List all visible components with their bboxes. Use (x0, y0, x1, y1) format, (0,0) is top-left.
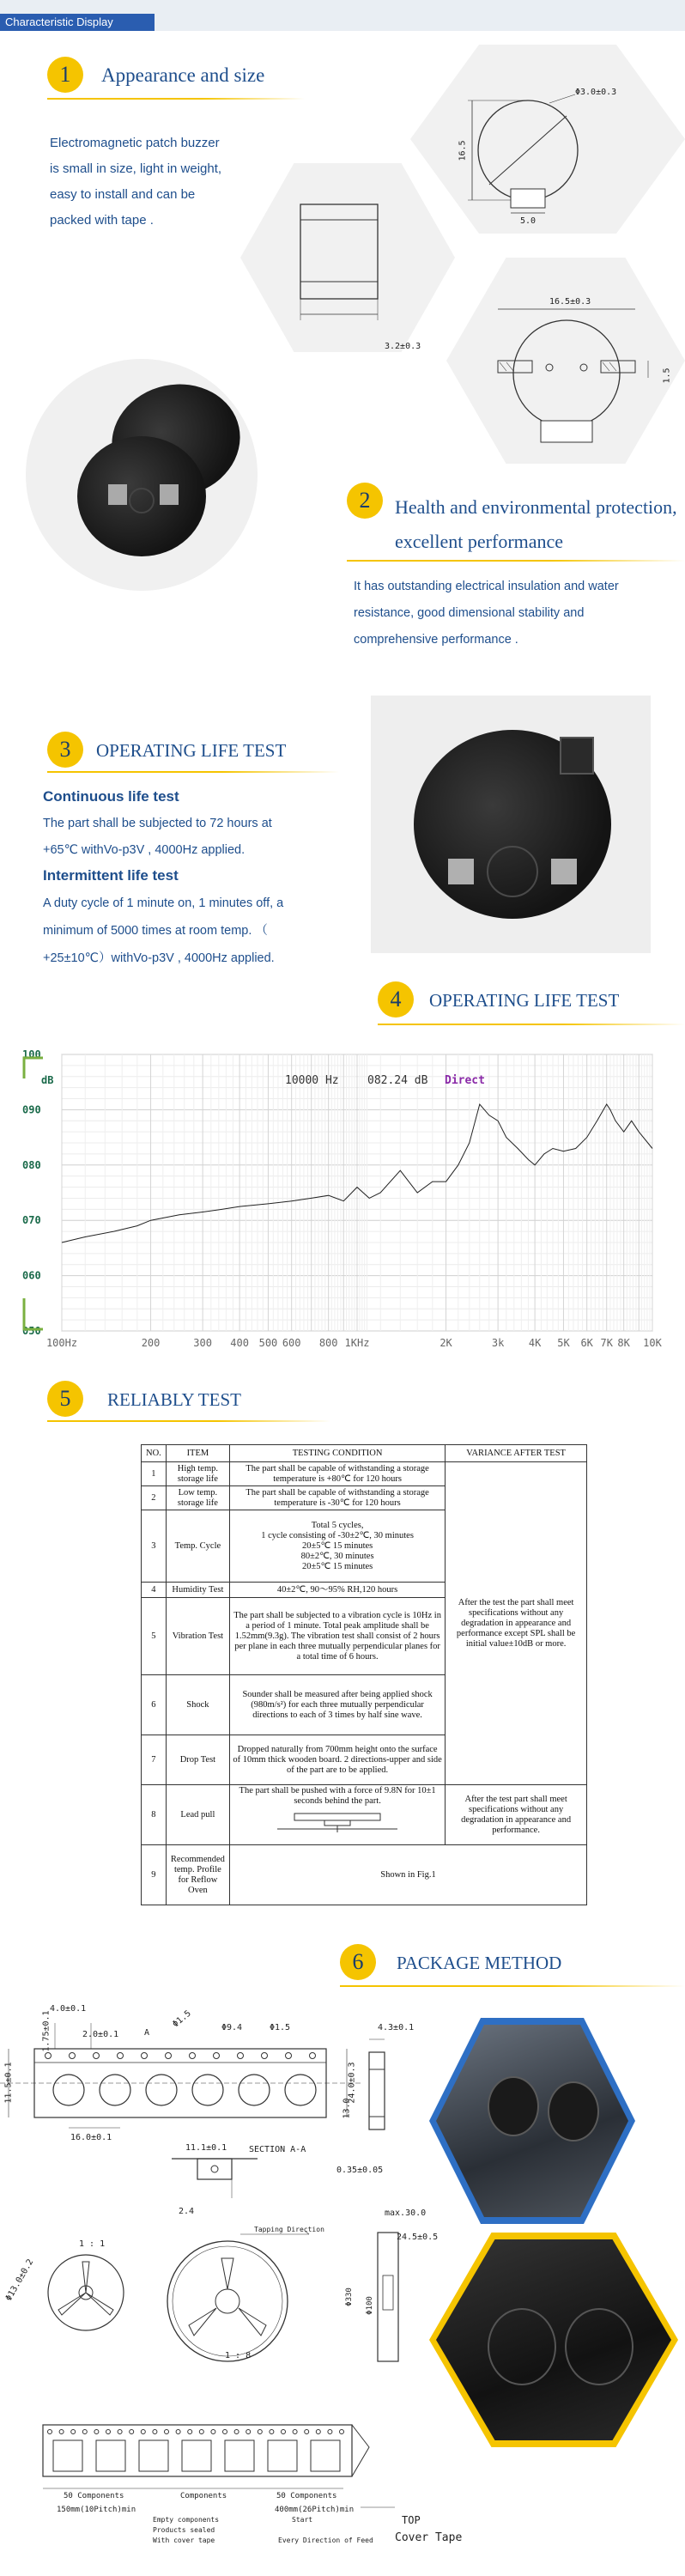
sprocket-hole (234, 2430, 239, 2434)
sprocket-hole (71, 2430, 76, 2434)
sprocket-hole (176, 2430, 180, 2434)
readout-db: 082.24 dB (367, 1074, 428, 1087)
sprocket-hole (59, 2430, 64, 2434)
tape-label-start: Start (292, 2516, 313, 2524)
sprocket-hole (153, 2430, 157, 2434)
cell-item: Lead pull (166, 1785, 229, 1845)
x-tick-label: 100Hz (45, 1337, 78, 1349)
cell-item: Temp. Cycle (166, 1510, 229, 1583)
sprocket-hole (305, 2430, 309, 2434)
x-tick-label: 800 (318, 1337, 338, 1349)
section-4-title: OPERATING LIFE TEST (429, 990, 620, 1011)
x-tick-label: 2K (439, 1337, 452, 1349)
sprocket-hole (211, 2430, 215, 2434)
th-condition: TESTING CONDITION (229, 1445, 445, 1462)
bottom-view-drawing (481, 292, 670, 447)
sprocket-hole (199, 2430, 203, 2434)
section-2-text (354, 574, 685, 653)
cond-line: 80±2℃, 30 minutes (300, 1551, 374, 1561)
dim-4-0: 4.0±0.1 (50, 2004, 87, 2014)
tape-label-cover: With cover tape (153, 2537, 215, 2544)
scale-1-1: 1 : 1 (79, 2239, 106, 2249)
s2-line: comprehensive performance . (354, 633, 518, 647)
dim-2-4: 2.4 (179, 2207, 195, 2216)
sprocket-hole (82, 2430, 87, 2434)
sprocket-hole (270, 2430, 274, 2434)
side-view-drawing (283, 196, 412, 333)
cell-variance-a: After the test the part shall meet specifications without any degradation in appearance and performance except SPL shall be initial value±10dB or more. (446, 1462, 587, 1785)
package-photo-blue (436, 2025, 628, 2217)
reel-side-drawing (343, 2224, 438, 2370)
buzzer-large-photo (414, 730, 611, 919)
x-tick-label: 6K (580, 1337, 593, 1349)
dim-100: Φ100 (365, 2296, 374, 2315)
cover-tape-label: Cover Tape (395, 2531, 463, 2544)
section-6-underline (340, 1985, 685, 1987)
x-tick-label: 10K (643, 1337, 662, 1349)
header-band (0, 0, 685, 31)
s1-line: Electromagnetic patch buzzer (50, 136, 220, 150)
buzzer-port (560, 737, 594, 775)
s1-line: is small in size, light in weight, (50, 161, 222, 176)
dim-4-3: 4.3±0.1 (378, 2023, 415, 2032)
cell-no: 5 (142, 1598, 167, 1675)
dim-24: 24.0±0.3 (347, 2062, 357, 2104)
buzzer-center-ring (487, 846, 538, 897)
section-aa-drawing (172, 2147, 258, 2207)
dim-phi9-4: Φ9.4 (221, 2023, 243, 2032)
sprocket-hole (258, 2430, 262, 2434)
cond-line: Total 5 cycles, (311, 1520, 364, 1530)
x-tick-label: 600 (282, 1337, 301, 1349)
dim-phi13: Φ13.0±0.2 (3, 2257, 36, 2303)
readout-freq: 10000 Hz (285, 1074, 339, 1087)
dim-11-5: 11.5±0.1 (3, 2062, 14, 2104)
sprocket-hole (94, 2430, 99, 2434)
sprocket-hole (262, 2053, 268, 2059)
section-3-title: OPERATING LIFE TEST (96, 740, 287, 761)
y-tick-label: 090 (22, 1103, 41, 1116)
cell-no: 6 (142, 1675, 167, 1735)
cell-no: 9 (142, 1845, 167, 1905)
tape-pocket (139, 2440, 168, 2471)
cell-condition: Sounder shall be measured after being applied shock (980m/s²) for each three mutually perpendicular directions to each of 3 times by half sine wave. (229, 1675, 445, 1735)
cell-condition: The part shall be subjected to a vibration cycle is 10Hz in a period of 1 minute. Total peak amplitude shall be 1.52mm(9.3g). The vibration test shall consist of 2 hours per plane in each three mutually perpendicular planes for a total time of 6 hours. (229, 1598, 445, 1675)
x-tick-label: 1KHz (344, 1337, 370, 1349)
cond-line: 20±5℃ 15 minutes (301, 1561, 373, 1571)
frequency-chart (17, 1041, 670, 1355)
x-tick-label: 4K (528, 1337, 542, 1349)
cell-variance-b: After the test part shall meet specifications without any degradation in appearance and performance. (446, 1785, 587, 1845)
s3a-line: +65℃ withVo-p3V , 4000Hz applied. (43, 843, 246, 857)
tape-cavity (285, 2075, 316, 2105)
y-tick-label: 050 (22, 1325, 41, 1337)
cell-condition: 40±2℃, 90～95% RH,120 hours (229, 1583, 445, 1598)
cond-text: The part shall be pushed with a force of 9.8N for 10±1 seconds behind the part. (239, 1786, 436, 1806)
cell-item: Drop Test (166, 1735, 229, 1785)
x-tick-label: 8K (617, 1337, 630, 1349)
cell-item: Humidity Test (166, 1583, 229, 1598)
hub-detail-drawing (26, 2241, 137, 2344)
x-tick-label: 5K (557, 1337, 570, 1349)
chart-corner-mark (24, 1058, 43, 1078)
chart-y-ticks (22, 1048, 41, 1337)
package-photo-yellow (436, 2239, 671, 2440)
section-6-title: PACKAGE METHOD (397, 1953, 562, 1973)
dim-phi1-5: Φ1.5 (171, 2008, 193, 2030)
cell-condition: Dropped naturally from 700mm height onto the surface of 10mm thick wooden board. 2 directions-upper and side of the part are to be applied. (229, 1735, 445, 1785)
tray-buzzer (488, 2308, 556, 2385)
x-tick-label: 500 (258, 1337, 278, 1349)
dim-1-5: 1.5 (662, 368, 672, 384)
s3b-line: +25±10℃）withVo-p3V , 4000Hz applied. (43, 951, 275, 965)
dim-2-0: 2.0±0.1 (82, 2030, 119, 2039)
buzzer-ring (129, 488, 155, 513)
cell-no: 7 (142, 1735, 167, 1785)
section-5-underline (47, 1420, 330, 1422)
cell-item: Shock (166, 1675, 229, 1735)
tape-pocket (182, 2440, 211, 2471)
sprocket-hole (190, 2053, 196, 2059)
sprocket-hole (316, 2430, 320, 2434)
reliability-table (141, 1444, 587, 1905)
tape-label-empty: Empty components (153, 2516, 220, 2524)
intermittent-life-text (43, 890, 283, 972)
tape-pocket (53, 2440, 82, 2471)
dim-0-35: 0.35±0.05 (336, 2166, 384, 2175)
cell-condition: The part shall be capable of withstanding a storage temperature is -30℃ for 120 hours (229, 1486, 445, 1510)
table-row (142, 1462, 587, 1486)
table-row (142, 1785, 587, 1845)
scale-1-8: 1 : 8 (225, 2351, 252, 2360)
sub-intermittent-life: Intermittent life test (43, 867, 179, 884)
cell-no: 2 (142, 1486, 167, 1510)
section-2-underline (347, 560, 685, 562)
sprocket-hole (130, 2430, 134, 2434)
tape-pocket (96, 2440, 125, 2471)
sprocket-hole (282, 2430, 286, 2434)
tape-cavity (53, 2075, 84, 2105)
buzzer-pin-left (108, 484, 127, 505)
tape-label-400mm: 400mm(26Pitch)min (275, 2506, 355, 2514)
sprocket-hole (106, 2430, 111, 2434)
tapping-direction: Tapping Direction (254, 2226, 324, 2233)
section-1-underline (47, 98, 305, 100)
continuous-life-text (43, 811, 272, 864)
sprocket-hole (70, 2053, 76, 2059)
s2-line: resistance, good dimensional stability and (354, 606, 585, 620)
top-label: TOP (402, 2514, 421, 2526)
tape-label-150mm: 150mm(10Pitch)min (57, 2506, 136, 2514)
dim-height: 3.2±0.3 (385, 342, 421, 351)
section-4-number: 4 (378, 981, 414, 1018)
dim-16: 16.0±0.1 (70, 2133, 112, 2142)
buzzer-pin-right (160, 484, 179, 505)
sprocket-hole (328, 2430, 332, 2434)
cell-item: Recommended temp. Profile for Reflow Oven (166, 1845, 229, 1905)
tape-pocket (225, 2440, 254, 2471)
x-tick-label: 400 (230, 1337, 249, 1349)
cell-condition: The part shall be capable of withstanding a storage temperature is +80℃ for 120 hours (229, 1462, 445, 1486)
x-tick-label: 300 (193, 1337, 212, 1349)
table-header-row (142, 1445, 587, 1462)
section-2-title-line2: excellent performance (395, 531, 564, 552)
tape-label-50b: 50 Components (276, 2492, 337, 2500)
sprocket-hole (166, 2053, 172, 2059)
x-tick-label: 3k (491, 1337, 505, 1349)
chart-grid (62, 1054, 652, 1331)
section-2-number: 2 (347, 483, 383, 519)
tape-label-50a: 50 Components (64, 2492, 124, 2500)
lead-pull-figure (277, 1810, 397, 1832)
cond-line: 20±5℃ 15 minutes (301, 1540, 373, 1551)
cell-condition: Shown in Fig.1 (229, 1845, 586, 1905)
tape-label-components: Components (180, 2492, 227, 2500)
cell-condition (229, 1785, 445, 1845)
sprocket-hole (94, 2053, 100, 2059)
th-item: ITEM (166, 1445, 229, 1462)
sprocket-hole (214, 2053, 220, 2059)
y-tick-label: 100 (22, 1048, 41, 1060)
tape-label-sealed: Products sealed (153, 2526, 215, 2534)
tray-buzzer (565, 2308, 633, 2385)
sprocket-hole (293, 2430, 297, 2434)
s2-line: It has outstanding electrical insulation and water (354, 580, 619, 593)
cell-item: High temp. storage life (166, 1462, 229, 1486)
tape-cavity (100, 2075, 130, 2105)
cell-no: 4 (142, 1583, 167, 1598)
section-3-underline (47, 771, 339, 773)
cell-item: Low temp. storage life (166, 1486, 229, 1510)
section-3-photo (371, 696, 651, 953)
section-4-underline (378, 1024, 685, 1025)
sprocket-hole (48, 2430, 52, 2434)
cell-no: 8 (142, 1785, 167, 1845)
dim-max: max.30.0 (385, 2208, 427, 2218)
chart-svg (17, 1041, 670, 1355)
th-no: NO. (142, 1445, 167, 1462)
cond-line: 1 cycle consisting of -30±2℃, 30 minutes (261, 1530, 414, 1540)
tape-side-drawing (343, 2035, 412, 2155)
tape-cavity (239, 2075, 270, 2105)
sprocket-hole (165, 2430, 169, 2434)
sub-continuous-life: Continuous life test (43, 788, 179, 805)
cell-item: Vibration Test (166, 1598, 229, 1675)
dim-16-5: 16.5 (458, 140, 468, 161)
sprocket-hole (340, 2430, 344, 2434)
y-tick-label: 070 (22, 1214, 41, 1227)
section-6-number: 6 (340, 1944, 376, 1980)
y-tick-label: 060 (22, 1269, 41, 1282)
dim-phi1-5b: Φ1.5 (270, 2023, 291, 2032)
sprocket-hole (118, 2430, 122, 2434)
tape-label-feed: Every Direction of Feed (278, 2537, 373, 2544)
tape-pocket (311, 2440, 340, 2471)
sprocket-hole (238, 2053, 244, 2059)
pocket-buzzer (488, 2076, 539, 2136)
dim-11-1: 11.1±0.1 (185, 2143, 227, 2153)
sprocket-hole (141, 2430, 145, 2434)
dim-13: 13.0 (342, 2098, 352, 2119)
header-tab: Characteristic Display (0, 14, 155, 31)
section-1-title: Appearance and size (101, 64, 265, 86)
buzzer-photo-front (77, 436, 206, 556)
sprocket-hole (223, 2430, 227, 2434)
tape-cavity (192, 2075, 223, 2105)
dim-24-5: 24.5±0.5 (397, 2233, 439, 2242)
s3b-line: A duty cycle of 1 minute on, 1 minutes off, a (43, 896, 284, 910)
sprocket-hole (286, 2053, 292, 2059)
sprocket-hole (142, 2053, 148, 2059)
package-photo-blue-frame (429, 2018, 635, 2224)
package-photo-yellow-frame (429, 2233, 678, 2447)
section-1-text (50, 131, 264, 234)
buzzer-pin (448, 859, 474, 884)
readout-mode: Direct (445, 1074, 485, 1087)
section-5-title: RELIABLY TEST (107, 1389, 241, 1410)
sprocket-hole (45, 2053, 52, 2059)
product-photo-circle (26, 359, 258, 591)
sprocket-hole (246, 2430, 251, 2434)
cell-condition (229, 1510, 445, 1583)
s3a-line: The part shall be subjected to 72 hours at (43, 817, 272, 830)
tape-cavity (146, 2075, 177, 2105)
cell-no: 1 (142, 1462, 167, 1486)
s1-line: easy to install and can be (50, 187, 196, 202)
y-axis-label: dB (41, 1074, 54, 1086)
section-1-number: 1 (47, 57, 83, 93)
y-tick-label: 080 (22, 1158, 41, 1171)
section-3-number: 3 (47, 732, 83, 768)
th-variance: VARIANCE AFTER TEST (446, 1445, 587, 1462)
dim-a: A (144, 2028, 150, 2038)
dim-width: 16.5±0.3 (549, 297, 591, 307)
s3b-line: minimum of 5000 times at room temp. （ (43, 924, 268, 938)
section-5-number: 5 (47, 1381, 83, 1417)
chart-x-ticks (46, 1337, 663, 1349)
dim-1-75: 1.75±0.1 (41, 2010, 52, 2052)
x-tick-label: 7K (600, 1337, 613, 1349)
pocket-buzzer (548, 2081, 599, 2142)
sprocket-hole (118, 2053, 124, 2059)
section-aa-label: SECTION A-A (249, 2145, 306, 2154)
s1-line: packed with tape . (50, 213, 154, 228)
dim-diameter: Φ3.0±0.3 (575, 88, 617, 97)
top-view-drawing (438, 77, 644, 232)
table-row (142, 1845, 587, 1905)
dim-5-0: 5.0 (520, 216, 536, 226)
tape-pocket (268, 2440, 297, 2471)
sprocket-hole (310, 2053, 316, 2059)
sprocket-hole (188, 2430, 192, 2434)
dim-330: Φ330 (344, 2287, 354, 2306)
cell-no: 3 (142, 1510, 167, 1583)
x-tick-label: 200 (141, 1337, 161, 1349)
buzzer-pin (551, 859, 577, 884)
section-2-title-line1: Health and environmental protection, (395, 496, 677, 518)
